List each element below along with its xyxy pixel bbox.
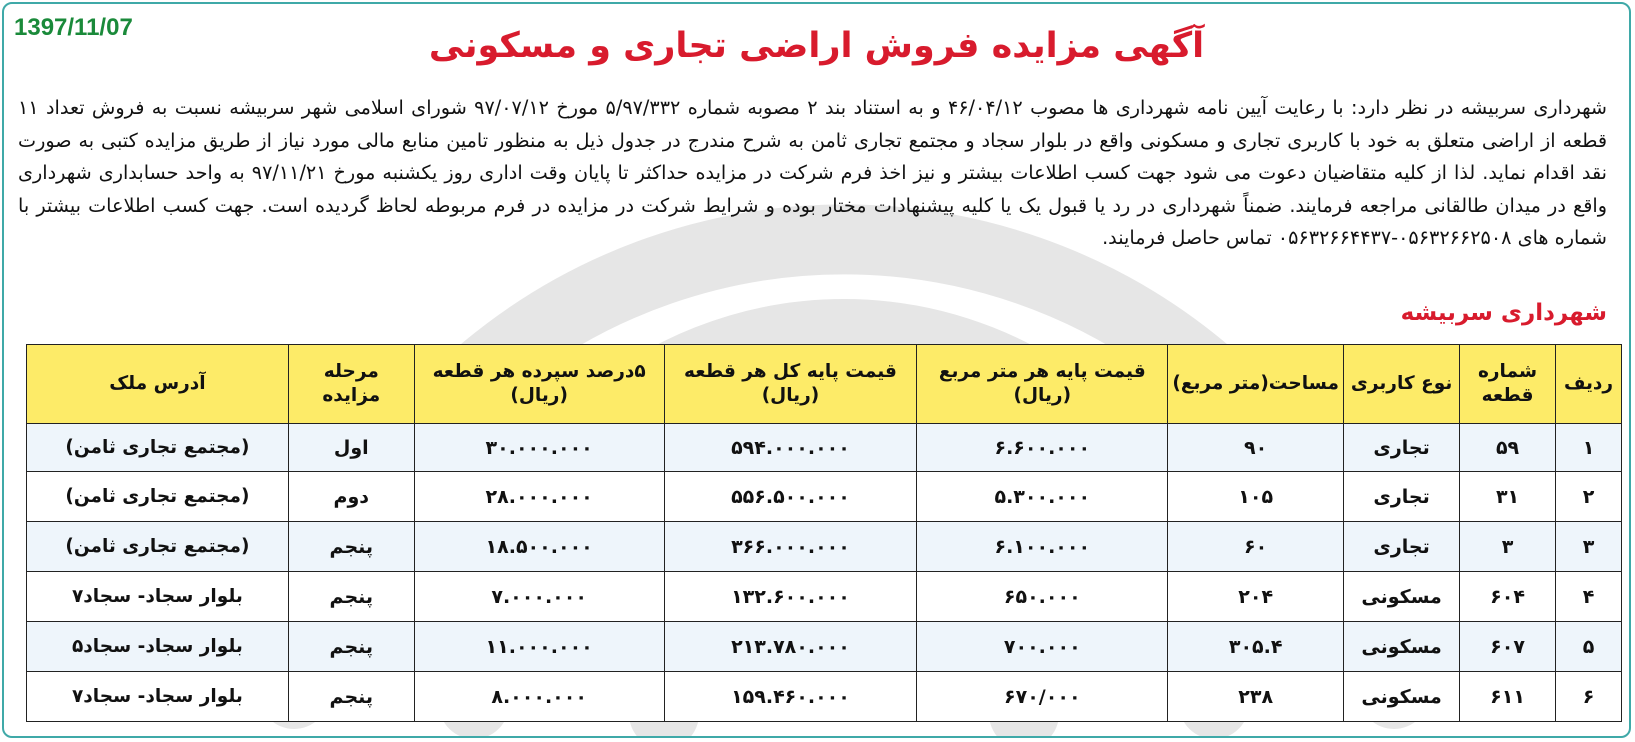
header-price-per-m2: قیمت پایه هر متر مربع (ریال) [917,345,1168,424]
header-total-price: قیمت پایه کل هر قطعه (ریال) [664,345,917,424]
publish-date: 1397/11/07 [14,14,133,41]
cell-stage: پنجم [288,522,414,572]
cell-usage: مسکونی [1344,622,1460,672]
cell-address: (مجتمع تجاری ثامن) [27,522,289,572]
cell-total-price: ۲۱۳.۷۸۰.۰۰۰ [664,622,917,672]
cell-row-no: ۶ [1556,672,1622,722]
cell-total-price: ۵۹۴.۰۰۰.۰۰۰ [664,424,917,472]
cell-area: ۲۳۸ [1168,672,1344,722]
cell-deposit: ۳۰.۰۰۰.۰۰۰ [414,424,664,472]
header-usage: نوع کاربری [1344,345,1460,424]
cell-row-no: ۴ [1556,572,1622,622]
cell-usage: تجاری [1344,522,1460,572]
cell-price-per-m2: ۶.۶۰۰.۰۰۰ [917,424,1168,472]
cell-lot-no: ۶۰۴ [1460,572,1556,622]
cell-area: ۲۰۴ [1168,572,1344,622]
cell-lot-no: ۵۹ [1460,424,1556,472]
cell-stage: پنجم [288,672,414,722]
cell-deposit: ۱۱.۰۰۰.۰۰۰ [414,622,664,672]
cell-usage: مسکونی [1344,572,1460,622]
header-row-no: ردیف [1556,345,1622,424]
table-row [27,622,1622,672]
cell-usage: تجاری [1344,424,1460,472]
cell-price-per-m2: ۶۵۰.۰۰۰ [917,572,1168,622]
auction-table [26,344,1622,722]
cell-address: (مجتمع تجاری ثامن) [27,472,289,522]
table-row [27,572,1622,622]
cell-total-price: ۵۵۶.۵۰۰.۰۰۰ [664,472,917,522]
header-deposit: ۵درصد سپرده هر قطعه (ریال) [414,345,664,424]
ad-body-text: شهرداری سربیشه در نظر دارد: با رعایت آیین نامه شهرداری ها مصوب ۴۶/۰۴/۱۲ و به استناد بند ۲ مصوبه شماره ۵/۹۷/۳۳۲ مورخ ۹۷/۰۷/۱۲ شورای اسلامی شهر سربیشه نسبت به فروش تعداد ۱۱ قطعه از اراضی متعلق به خود با کاربری تجاری و مسکونی واقع در بلوار سجاد و مجتمع تجاری ثامن به شرح مندرج در جدول ذیل به منظور تامین منابع مالی مورد نیاز از طریق مزایده کتبی به صورت نقد اقدام نماید. لذا از کلیه متقاضیان دعوت می شود جهت کسب اطلاعات بیشتر و نیز اخذ فرم شرکت در مزایده حداکثر تا پایان وقت اداری روز یکشنبه مورخ ۹۷/۱۱/۲۱ به واحد حسابداری شهرداری واقع در میدان طالقانی مراجعه فرمایند. ضمناً شهرداری در رد یا قبول یک یا کلیه پیشنهادات مختار بوده و شرایط شرکت در مزایده در فرم مربوطه لحاظ گردیده است. جهت کسب اطلاعات بیشتر با شماره های ۰۵۶۳۲۶۶۲۵۰۸-۰۵۶۳۲۶۶۴۴۳۷ تماس حاصل فرمایند. [18,96,1608,249]
cell-stage: اول [288,424,414,472]
cell-stage: پنجم [288,622,414,672]
cell-area: ۶۰ [1168,522,1344,572]
cell-area: ۹۰ [1168,424,1344,472]
cell-deposit: ۸.۰۰۰.۰۰۰ [414,672,664,722]
cell-stage: دوم [288,472,414,522]
signature: شهرداری سربیشه [1400,300,1607,326]
cell-total-price: ۱۳۲.۶۰۰.۰۰۰ [664,572,917,622]
cell-deposit: ۱۸.۵۰۰.۰۰۰ [414,522,664,572]
cell-price-per-m2: ۶.۱۰۰.۰۰۰ [917,522,1168,572]
table-row [27,424,1622,472]
cell-usage: تجاری [1344,472,1460,522]
cell-area: ۳۰۵.۴ [1168,622,1344,672]
cell-deposit: ۲۸.۰۰۰.۰۰۰ [414,472,664,522]
cell-address: بلوار سجاد- سجاد۵ [27,622,289,672]
cell-lot-no: ۳ [1460,522,1556,572]
header-lot-no: شماره قطعه [1460,345,1556,424]
cell-lot-no: ۶۰۷ [1460,622,1556,672]
cell-usage: مسکونی [1344,672,1460,722]
cell-row-no: ۵ [1556,622,1622,672]
cell-price-per-m2: ۵.۳۰۰.۰۰۰ [917,472,1168,522]
header-area: مساحت(متر مربع) [1168,345,1344,424]
cell-row-no: ۱ [1556,424,1622,472]
cell-deposit: ۷.۰۰۰.۰۰۰ [414,572,664,622]
ad-title: آگهی مزایده فروش اراضی تجاری و مسکونی [428,26,1205,66]
cell-area: ۱۰۵ [1168,472,1344,522]
cell-row-no: ۲ [1556,472,1622,522]
table-row [27,522,1622,572]
cell-price-per-m2: ۷۰۰.۰۰۰ [917,622,1168,672]
table-row [27,472,1622,522]
table-row [27,672,1622,722]
cell-address: بلوار سجاد- سجاد۷ [27,672,289,722]
table-header-row [27,345,1622,424]
cell-lot-no: ۶۱۱ [1460,672,1556,722]
ad-frame [2,2,1631,738]
cell-address: بلوار سجاد- سجاد۷ [27,572,289,622]
cell-lot-no: ۳۱ [1460,472,1556,522]
header-stage: مرحله مزایده [288,345,414,424]
cell-total-price: ۳۶۶.۰۰۰.۰۰۰ [664,522,917,572]
cell-address: (مجتمع تجاری ثامن) [27,424,289,472]
cell-price-per-m2: ۶۷۰/۰۰۰ [917,672,1168,722]
cell-row-no: ۳ [1556,522,1622,572]
header-address: آدرس ملک [27,345,289,424]
cell-stage: پنجم [288,572,414,622]
cell-total-price: ۱۵۹.۴۶۰.۰۰۰ [664,672,917,722]
